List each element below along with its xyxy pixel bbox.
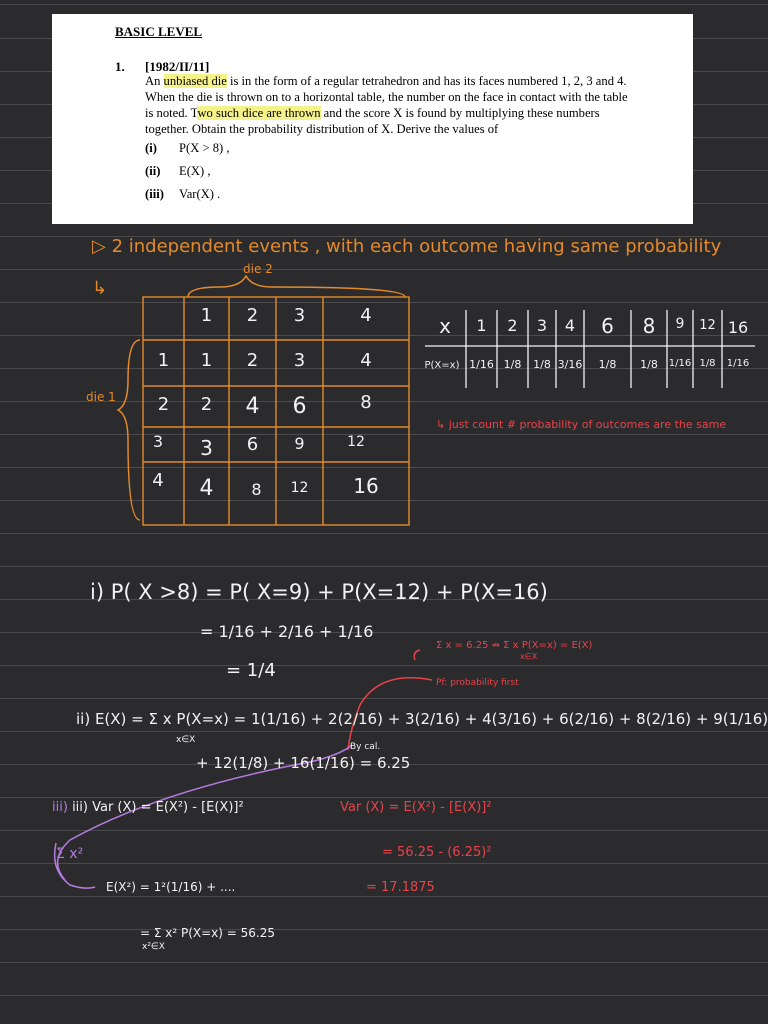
dist-p-label: P(X=x) [424,360,460,371]
section-heading: BASIC LEVEL [115,24,203,39]
part-ii-line-2: + 12(1/8) + 16(1/16) = 6.25 [196,754,411,772]
intro-note: ▷ 2 independent events , with each outcome having same probability [92,236,722,257]
grid-header-2: 2 [246,305,259,326]
grid-header-3: 3 [293,305,306,326]
dist-p-value: 1/8 [699,358,716,369]
dist-p-value: 1/8 [640,358,658,371]
part-i-text: P(X > 8) , [179,141,230,155]
sum-note-sub: x∈X [520,652,538,661]
grid-cell: 8 [251,480,262,499]
grid-row-label-2: 2 [157,394,170,415]
dist-x-value: 3 [536,316,548,335]
question-line-2: When the die is thrown on to a horizontal table, the number on the face in contact with the table [145,90,628,104]
dist-x-value: 4 [564,316,576,335]
question-number: 1. [115,59,125,74]
highlight-unbiased-die: unbiased die [163,74,227,88]
var-red-3: = 17.1875 [366,880,435,895]
dist-p-value: 3/16 [557,358,583,371]
grid-cell: 2 [246,350,259,371]
dist-p-value: 1/8 [503,358,522,371]
distribution-note: ↳ just count # probability of outcomes are the same [436,418,727,431]
dist-x-value: 16 [727,318,749,337]
dist-p-value: 1/16 [668,358,692,369]
question-line-4: together. Obtain the probability distribution of X. Derive the values of [145,122,499,136]
grid-cell: 12 [347,434,365,450]
grid-cell: 2 [200,394,213,415]
part-i-number: (i) [145,141,157,155]
grid-cell: 1 [200,350,213,371]
dist-x-value: 9 [675,316,685,332]
part-ii-line-1: ii) E(X) = Σ x P(X=x) = 1(1/16) + 2(2/16) + 3(2/16) + 4(3/16) + 6(2/16) + 8(2/16) + 9(1/16) [76,710,768,728]
grid-cell: 6 [246,434,259,455]
dist-x-value: 8 [642,314,656,338]
dist-x-label: x [439,314,451,338]
grid-row-label-4: 4 [152,470,164,491]
grid-row-label-1: 1 [157,350,170,371]
ex2-sum: = Σ x² P(X=x) = 56.25 [140,926,276,940]
dist-p-value: 1/8 [533,358,551,371]
grid-cell: 3 [200,436,213,460]
part-ii-sub: x∈X [176,735,196,745]
part-i-line-2: = 1/16 + 2/16 + 1/16 [200,622,374,641]
dist-p-value: 1/8 [598,358,617,371]
part-iii-line-1: iii) iii) Var (X) = E(X²) - [E(X)]² [52,800,244,815]
var-red-2: = 56.25 - (6.25)² [382,845,492,860]
dist-x-value: 12 [699,318,716,333]
highlight-two-dice: wo such dice are thrown [197,106,321,120]
arrow-mark: ↳ [92,278,108,299]
calc-note: By cal. [350,742,381,752]
question-line-1: An unbiased die is in the form of a regular tetrahedron and has its faces numbered 1, 2, 3 and 4. [145,74,627,88]
part-iii-text: Var(X) . [179,187,221,201]
dist-p-value: 1/16 [726,358,750,369]
sum-note: Σ x = 6.25 ⇏ Σ x P(X=x) = E(X) [436,640,593,651]
grid-cell: 4 [245,394,260,419]
part-iii-label: iii) [52,800,68,815]
grid-header-4: 4 [360,305,372,326]
part-iii-number: (iii) [145,187,164,201]
grid-cell: 6 [292,394,307,419]
part-ii-text: E(X) , [179,164,211,178]
dist-x-value: 1 [476,316,487,335]
ex2-sub: x²∈X [142,942,165,952]
question-reference: [1982/II/11] [145,59,210,74]
part-ii-number: (ii) [145,164,161,178]
pf-note: Pf: probability first [436,678,519,688]
grid-cell: 3 [293,350,306,371]
dist-p-value: 1/16 [469,358,494,371]
grid-cell: 12 [290,480,309,496]
grid-cell: 4 [199,476,214,501]
grid-header-1: 1 [200,305,213,326]
grid-cell: 8 [360,392,372,413]
grid-cell: 9 [294,434,305,453]
grid-row-label-3: 3 [152,432,164,451]
grid-cell: 16 [353,474,379,498]
part-i-line-1: i) P( X >8) = P( X=9) + P(X=12) + P(X=16) [90,580,548,604]
die1-label: die 1 [86,390,116,404]
ex2-line: E(X²) = 1²(1/16) + .... [106,880,236,894]
sum-x2: Σ x² [56,846,84,862]
part-i-line-3: = 1/4 [226,660,276,681]
grid-cell: 4 [360,350,372,371]
die2-label: die 2 [243,262,273,276]
dist-x-value: 6 [601,314,614,338]
dist-x-value: 2 [507,316,518,335]
var-red-1: Var (X) = E(X²) - [E(X)]² [340,800,492,815]
question-line-3: is noted. Two such dice are thrown and the score X is found by multiplying these numbers [145,106,600,120]
